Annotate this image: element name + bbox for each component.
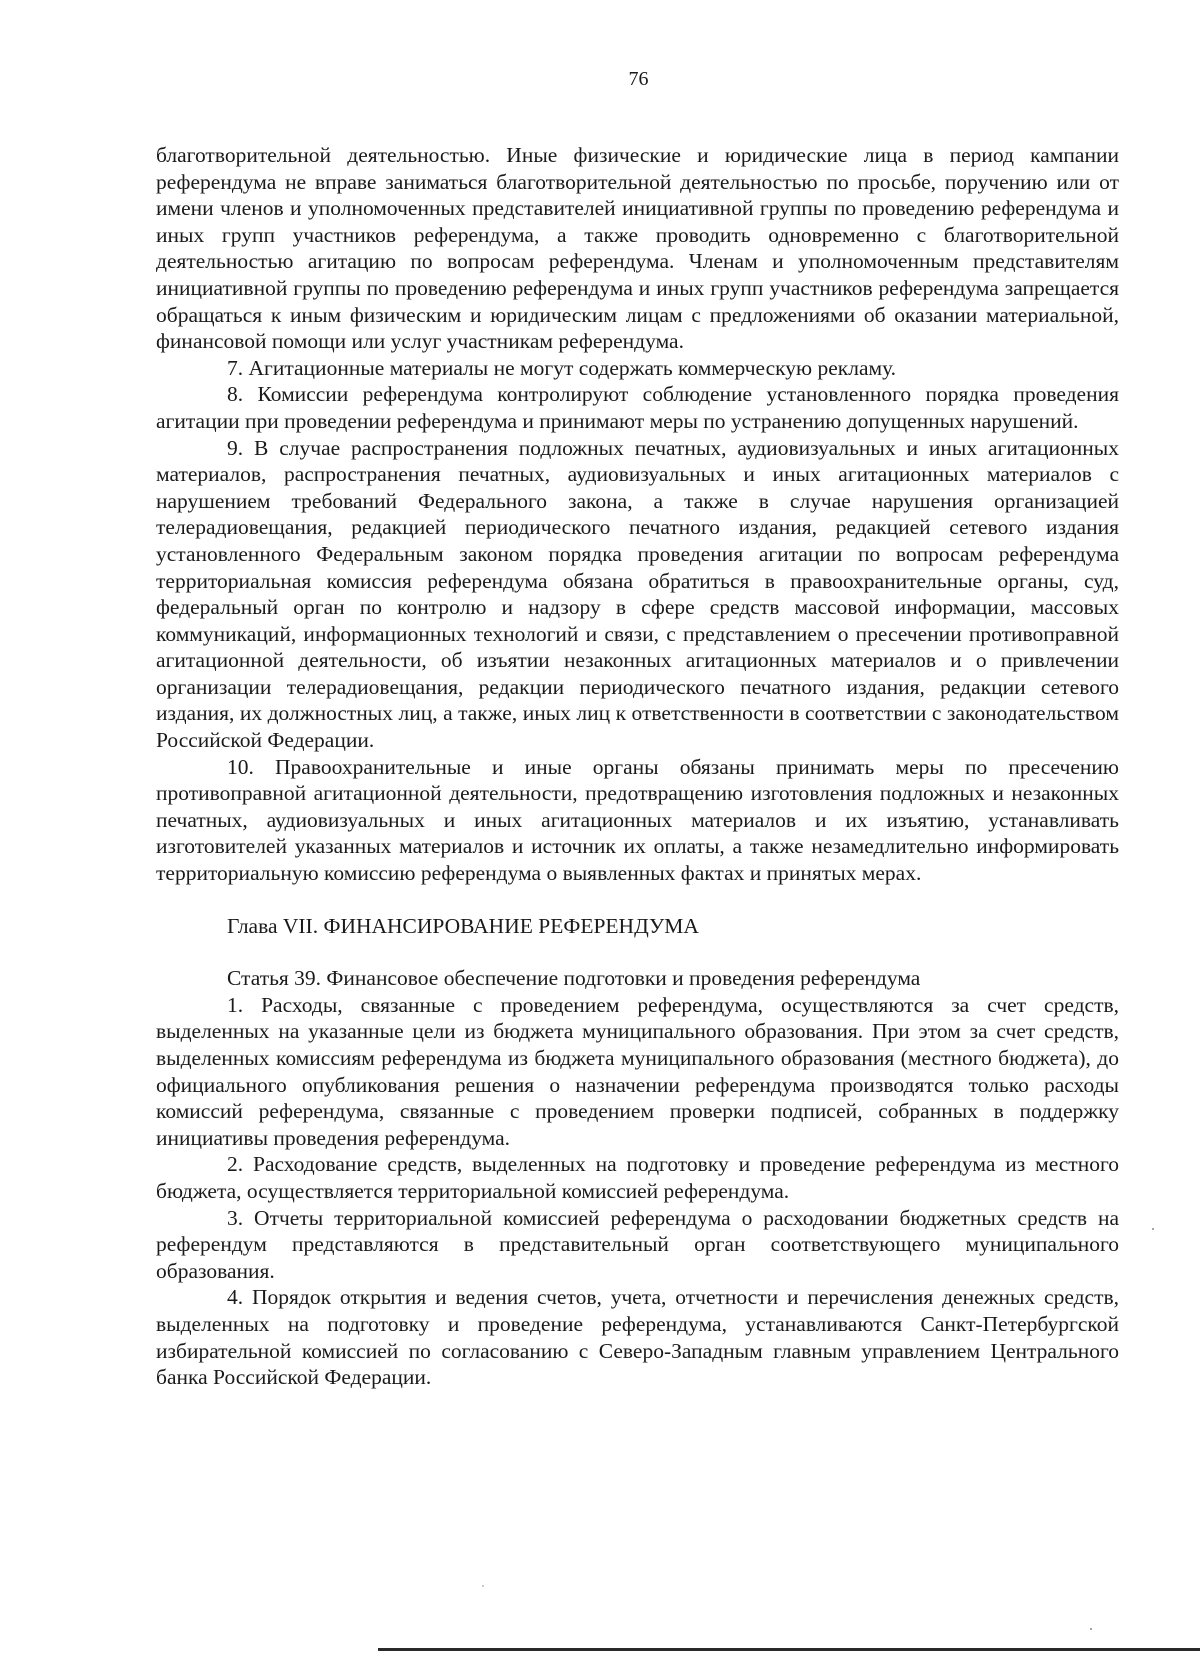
article-paragraph-4: 4. Порядок открытия и ведения счетов, учета, отчетности и перечисления денежных средств, выделенных на подготовку и проведение референдума, устанавливаются Санкт-Петербургской избирательной комиссией по согласованию с Северо-Западным главным управлением Центрального банка Российской Федерации. (156, 1285, 1119, 1390)
paragraph-item-9: 9. В случае распространения подложных печатных, аудиовизуальных и иных агитационных материалов, распространения печатных, аудиовизуальных и иных агитационных материалов с нарушением требований Федерального закона, а также в случае нарушения организацией телерадиовещания, редакцией периодического печатного издания, редакцией сетевого издания установленного Федеральным законом порядка проведения агитации по вопросам референдума территориальная комиссия референдума обязана обратиться в правоохранительные органы, суд, федеральный орган по контролю и надзору в сфере средств массовой информации, массовых коммуникаций, информационных технологий и связи, с представлением о пресечении противоправной агитационной деятельности, об изъятии незаконных агитационных материалов и о привлечении организации телерадиовещания, редакции периодического печатного издания, редакции сетевого издания, их должностных лиц, а также, иных лиц к ответственности в соответствии с законодательством Российской Федерации. (156, 435, 1119, 753)
paragraph-continuation: благотворительной деятельностью. Иные физические и юридические лица в период кампании референдума не вправе заниматься благотворительной деятельностью по просьбе, поручению или от имени членов и уполномоченных представителей инициативной группы по проведению референдума и иных групп участников референдума, а также проводить одновременно с благотворительной деятельностью агитацию по вопросам референдума. Членам и уполномоченным представителям инициативной группы по проведению референдума и иных групп участников референдума запрещается обращаться к иным физическим и юридическим лицам с предложениями об оказании материальной, финансовой помощи или услуг участникам референдума. (156, 143, 1119, 354)
bottom-scan-edge (378, 1648, 1200, 1651)
paragraph-item-7: 7. Агитационные материалы не могут содержать коммерческую рекламу. (227, 355, 897, 380)
scan-speck (1152, 1228, 1154, 1230)
paragraph-item-10: 10. Правоохранительные и иные органы обязаны принимать меры по пресечению противоправной агитационной деятельности, предотвращению изготовления подложных и незаконных печатных, аудиовизуальных и иных агитационных материалов и их изъятию, устанавливать изготовителей указанных материалов и источник их оплаты, а также незамедлительно информировать территориальную комиссию референдума о выявленных фактах и принятых мерах. (156, 754, 1119, 886)
page-number: 76 (628, 68, 649, 90)
scan-speck (1090, 1628, 1092, 1630)
paragraph-item-8: 8. Комиссии референдума контролируют соблюдение установленного порядка проведения агитации при проведении референдума и принимают меры по устранению допущенных нарушений. (156, 382, 1119, 433)
chapter-heading: Глава VII. ФИНАНСИРОВАНИЕ РЕФЕРЕНДУМА (227, 913, 699, 938)
article-paragraph-2: 2. Расходование средств, выделенных на подготовку и проведение референдума из местного бюджета, осуществляется территориальной комиссией референдума. (156, 1152, 1119, 1203)
article-heading: Статья 39. Финансовое обеспечение подготовки и проведения референдума (227, 966, 921, 991)
scan-speck (482, 1585, 484, 1587)
document-body (156, 142, 1119, 1391)
article-paragraph-1: 1. Расходы, связанные с проведением референдума, осуществляются за счет средств, выделенных на указанные цели из бюджета муниципального образования. При этом за счет средств, выделенных комиссиям референдума из бюджета муниципального образования (местного бюджета), до официального опубликования решения о назначении референдума производятся только расходы комиссий референдума, связанные с проведением проверки подписей, собранных в поддержку инициативы проведения референдума. (156, 992, 1119, 1150)
article-paragraph-3: 3. Отчеты территориальной комиссией референдума о расходовании бюджетных средств на референдум представляются в представительный орган соответствующего муниципального образования. (156, 1205, 1119, 1283)
